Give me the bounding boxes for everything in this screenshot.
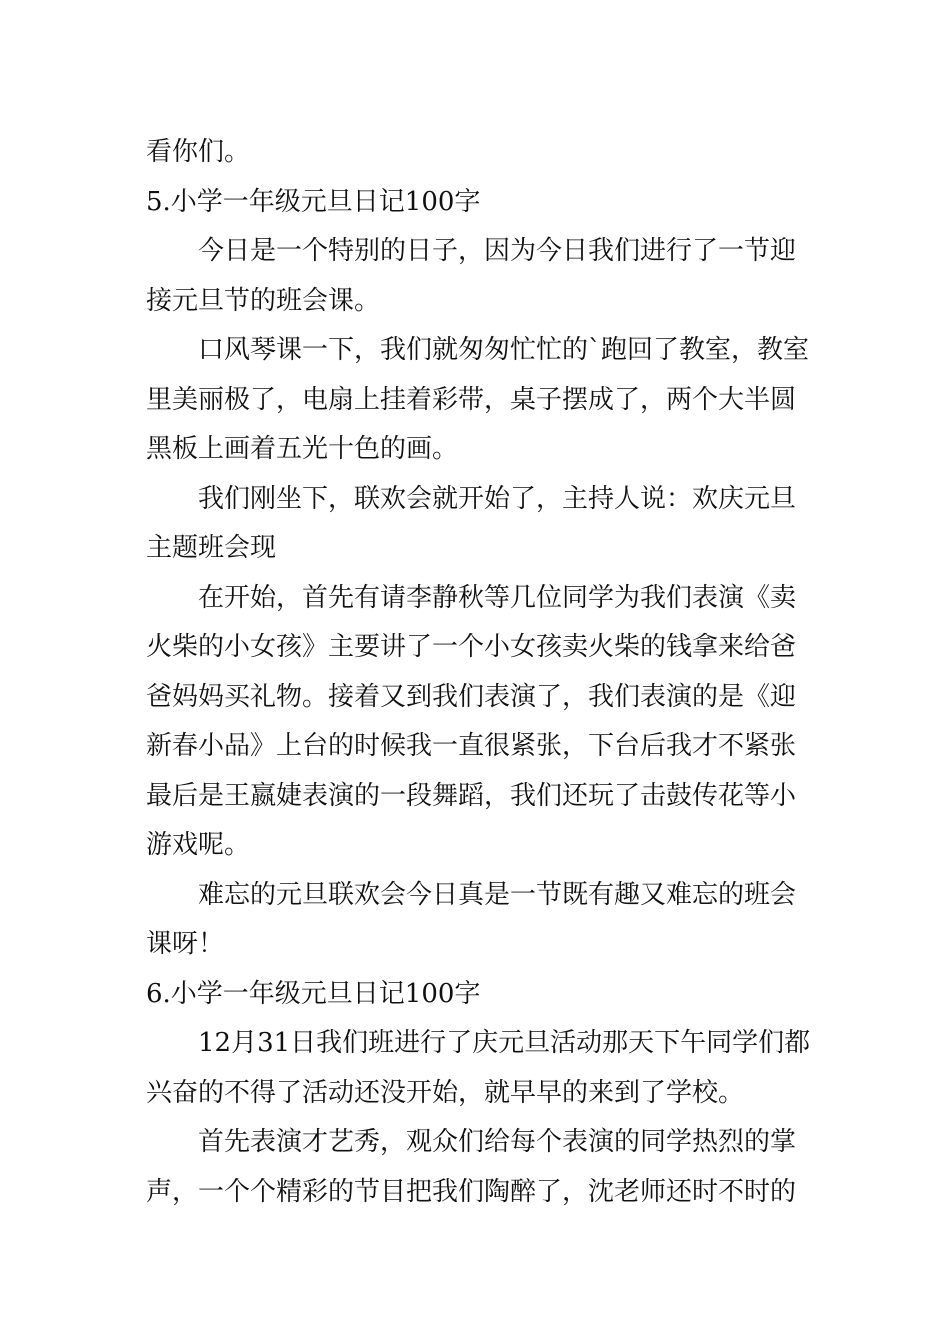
text-line-5: 口风琴课一下，我们就匆匆忙忙的`跑回了教室，教室: [198, 335, 810, 365]
text-line-9: 主题班会现: [146, 533, 277, 563]
text-line-13: 新春小品》上台的时候我一直很紧张，下台后我才不紧张: [146, 731, 797, 761]
section-heading-6: 6.小学一年级元旦日记100字: [146, 978, 481, 1009]
text-line-20: 兴奋的不得了活动还没开始，就早早的来到了学校。: [146, 1077, 745, 1108]
text-line-22: 声，一个个精彩的节目把我们陶醉了，沈老师还时不时的: [146, 1176, 797, 1207]
text-line-15: 游戏呢。: [146, 830, 251, 860]
text-line-11: 火柴的小女孩》主要讲了一个小女孩卖火柴的钱拿来给爸: [146, 632, 797, 662]
text-line-4: 接元旦节的班会课。: [146, 285, 381, 316]
text-line-14: 最后是王嬴婕表演的一段舞蹈，我们还玩了击鼓传花等小: [146, 780, 797, 811]
text-line-8: 我们刚坐下，联欢会就开始了，主持人说：欢庆元旦: [198, 483, 797, 514]
text-line-19: 12月31日我们班进行了庆元旦活动那天下午同学们都: [198, 1028, 811, 1058]
section-heading-5: 5.小学一年级元旦日记100字: [146, 186, 481, 217]
text-line-6: 里美丽极了，电扇上挂着彩带，桌子摆成了，两个大半圆: [146, 384, 797, 415]
document-body: [146, 128, 811, 1217]
text-line-21: 首先表演才艺秀，观众们给每个表演的同学热烈的掌: [198, 1127, 797, 1157]
text-line-3: 今日是一个特别的日子，因为今日我们进行了一节迎: [198, 236, 797, 266]
text-line-10: 在开始，首先有请李静秋等几位同学为我们表演《卖: [198, 582, 797, 613]
text-line-12: 爸妈妈买礼物。接着又到我们表演了，我们表演的是《迎: [146, 681, 797, 712]
text-line-16: 难忘的元旦联欢会今日真是一节既有趣又难忘的班会: [198, 879, 797, 910]
text-line-7: 黑板上画着五光十色的画。: [146, 434, 459, 464]
text-line-17: 课呀！: [146, 929, 225, 959]
text-line-1: 看你们。: [146, 137, 251, 167]
